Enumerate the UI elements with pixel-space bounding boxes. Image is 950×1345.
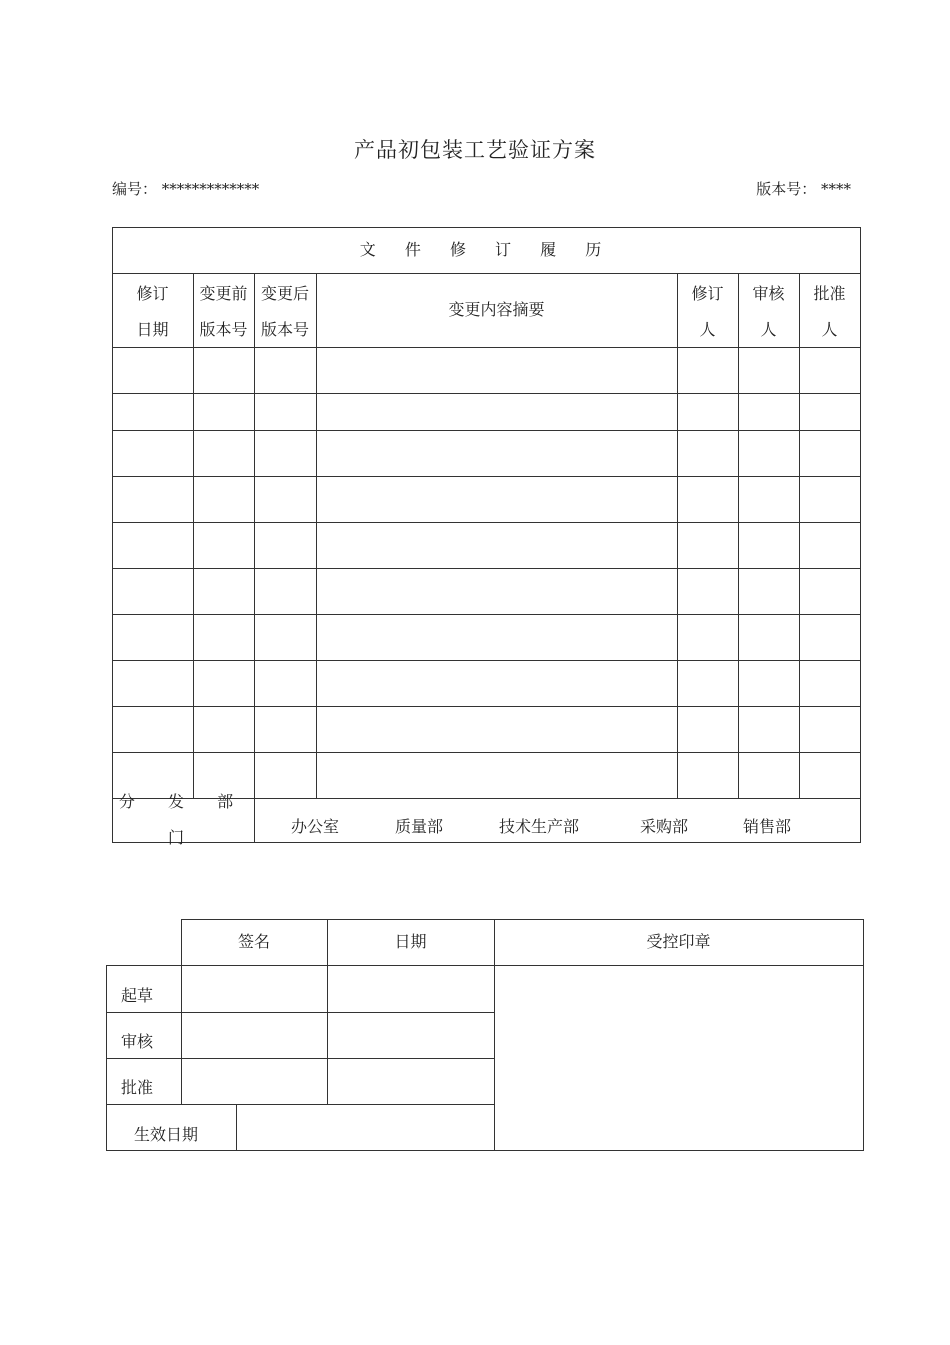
document-number-value: *************	[161, 180, 260, 198]
document-version-label: 版本号：	[756, 180, 817, 198]
approval-header-date	[327, 919, 494, 965]
header-text: 受控印章	[646, 932, 711, 951]
header-text: 签名	[237, 932, 270, 951]
document-title: 产品初包装工艺验证方案	[354, 138, 596, 162]
header-line: 日期	[136, 320, 169, 339]
header-text: 日期	[394, 932, 427, 951]
header-new-version	[254, 276, 316, 348]
row-divider	[112, 568, 861, 569]
department-sales: 销售部	[743, 817, 792, 836]
row-divider	[112, 752, 861, 753]
header-line: 变更内容摘要	[448, 300, 545, 319]
document-number	[112, 178, 259, 199]
row-label-review: 审核	[121, 1032, 154, 1051]
table-border-bottom	[106, 1150, 864, 1151]
header-line: 人	[821, 320, 838, 339]
header-line: 变更后	[260, 284, 309, 303]
header-reviewer	[738, 276, 799, 348]
row-divider	[112, 430, 861, 431]
approval-header-signature	[181, 919, 327, 965]
header-line: 审核	[752, 284, 785, 303]
column-divider	[193, 273, 194, 798]
column-divider	[254, 273, 255, 843]
row-divider	[112, 393, 861, 394]
department-purchasing: 采购部	[640, 817, 689, 836]
table-border-left	[106, 965, 107, 1151]
row-divider	[106, 1058, 494, 1059]
distribution-label	[112, 792, 254, 847]
department-technical-production: 技术生产部	[499, 817, 580, 836]
header-line: 变更前	[199, 284, 248, 303]
row-divider	[112, 476, 861, 477]
document-version	[756, 178, 851, 199]
header-reviser	[677, 276, 738, 348]
table-border-right	[863, 919, 864, 1151]
column-divider	[738, 273, 739, 798]
column-divider	[799, 273, 800, 798]
approval-header-controlled-stamp	[494, 919, 863, 965]
row-label-draft: 起草	[121, 986, 154, 1005]
column-divider	[677, 273, 678, 798]
row-divider	[112, 614, 861, 615]
header-line: 批准	[813, 284, 846, 303]
column-divider	[316, 273, 317, 798]
revision-table-caption-text: 文 件 修 订 履 历	[359, 240, 614, 259]
row-divider	[112, 660, 861, 661]
header-revision-date	[112, 276, 193, 348]
header-line: 版本号	[199, 320, 248, 339]
row-divider	[112, 522, 861, 523]
document-version-value: ****	[821, 180, 851, 198]
row-divider	[106, 965, 864, 966]
row-divider	[106, 1012, 494, 1013]
revision-table-caption	[112, 227, 861, 273]
department-office: 办公室	[291, 817, 340, 836]
row-divider	[106, 1104, 494, 1105]
header-line: 修订	[691, 284, 724, 303]
header-line: 人	[760, 320, 777, 339]
header-approver	[799, 276, 860, 348]
distribution-label-text: 分 发 部 门	[118, 792, 248, 847]
header-change-summary	[316, 273, 677, 347]
department-quality: 质量部	[395, 817, 444, 836]
effective-date-label: 生效日期	[134, 1125, 199, 1144]
header-line: 人	[699, 320, 716, 339]
header-line: 修订	[136, 284, 169, 303]
column-divider	[236, 1104, 237, 1151]
row-label-approve: 批准	[121, 1078, 154, 1097]
table-border-right	[860, 227, 861, 843]
header-old-version	[193, 276, 254, 348]
document-number-label: 编号：	[112, 180, 158, 198]
header-line: 版本号	[260, 320, 309, 339]
row-divider	[112, 706, 861, 707]
